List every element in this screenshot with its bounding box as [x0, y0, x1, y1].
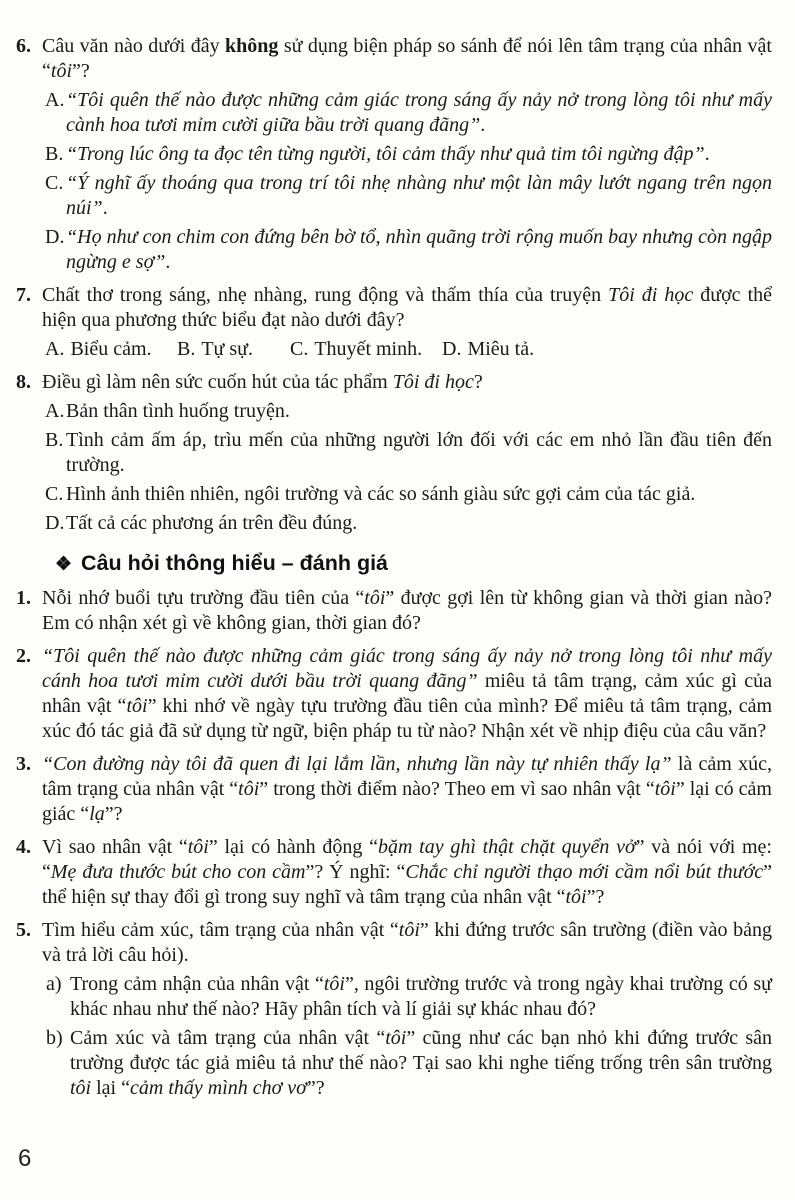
option-c-text: “Ý nghĩ ấy thoáng qua trong trí tôi nhẹ nhàng như một làn mây lướt ngang trên ngọn núi”. — [66, 172, 772, 219]
option-d-label: D. — [45, 226, 65, 248]
option-d-text: “Họ như con chim con đứng bên bờ tổ, nhìn quãng trời rộng muốn bay nhưng còn ngập ngừng e sợ”. — [66, 226, 772, 273]
question-7-text: Chất thơ trong sáng, nhẹ nhàng, rung động và thấm thía của truyện Tôi đi học được thể hiện qua phương thức biểu đạt nào dưới đây? — [42, 284, 773, 331]
open-question-5-sub-b — [42, 1026, 772, 1101]
option-b-text: “Trong lúc ông ta đọc tên từng người, tôi cảm thấy như quả tim tôi ngừng đập”. — [66, 143, 710, 165]
sub-b-label: b) — [46, 1027, 63, 1049]
option-b-text: Tình cảm ấm áp, trìu mến của những người lớn đối với các em nhỏ lần đầu tiên đến trường. — [66, 429, 772, 476]
question-8 — [16, 370, 772, 536]
open-question-1-text: Nỗi nhớ buổi tựu trường đầu tiên của “tôi” được gợi lên từ không gian và thời gian nào? Em có nhận xét gì về không gian, thời gian đó? — [42, 587, 772, 634]
question-7-number: 7. — [16, 284, 31, 306]
question-6-option-a — [42, 88, 772, 138]
option-b-text: Tự sự. — [201, 338, 254, 360]
open-question-5 — [16, 918, 772, 1101]
open-question-1 — [16, 586, 772, 636]
question-7-option-b — [177, 337, 290, 362]
question-8-number: 8. — [16, 371, 31, 393]
open-question-3-text: “Con đường này tôi đã quen đi lại lắm lần, nhưng lần này tự nhiên thấy lạ” là cảm xúc, tâm trạng của nhân vật “tôi” trong thời điểm nào? Theo em vì sao nhân vật “tôi” lại có cảm giác “lạ”? — [42, 753, 773, 825]
option-c-text: Thuyết minh. — [314, 338, 423, 360]
open-question-1-number: 1. — [16, 587, 31, 609]
page-number: 6 — [18, 1145, 32, 1172]
option-a-label: A. — [45, 400, 65, 422]
question-7-option-c — [290, 337, 442, 362]
option-a-text: “Tôi quên thế nào được những cảm giác trong sáng ấy nảy nở trong lòng tôi như mấy cành hoa tươi mỉm cười giữa bầu trời quang đãng”. — [66, 89, 772, 136]
open-question-4-number: 4. — [16, 836, 31, 858]
open-question-2-text: “Tôi quên thế nào được những cảm giác trong sáng ấy nảy nở trong lòng tôi như mấy cánh hoa tươi mỉm cười dưới bầu trời quang đãng” miêu tả tâm trạng, cảm xúc gì của nhân vật “tôi” khi nhớ về ngày tựu trường đầu tiên của mình? Để miêu tả tâm trạng, cảm xúc đó tác giả đã sử dụng từ ngữ, biện pháp tu từ nào? Nhận xét về nhịp điệu của câu văn? — [42, 645, 773, 742]
question-7 — [16, 283, 772, 362]
option-b-label: B. — [45, 429, 64, 451]
open-question-2-number: 2. — [16, 645, 31, 667]
open-question-2 — [16, 644, 772, 744]
question-7-option-d — [442, 337, 534, 362]
option-b-label: B. — [177, 338, 196, 360]
option-c-label: C. — [45, 172, 64, 194]
question-8-text: Điều gì làm nên sức cuốn hút của tác phẩm Tôi đi học? — [42, 371, 483, 393]
option-b-label: B. — [45, 143, 64, 165]
open-question-5-number: 5. — [16, 919, 31, 941]
question-6-text: Câu văn nào dưới đây không sử dụng biện pháp so sánh để nói lên tâm trạng của nhân vật “tôi”? — [42, 35, 772, 82]
open-question-4 — [16, 835, 772, 910]
open-question-3-number: 3. — [16, 753, 31, 775]
open-question-4-text: Vì sao nhân vật “tôi” lại có hành động “bặm tay ghì thật chặt quyển vở” và nói với mẹ: “Mẹ đưa thước bút cho con cầm”? Ý nghĩ: “Chắc chỉ người thạo mới cầm nổi bút thước” thể hiện sự thay đổi gì trong suy nghĩ và tâm trạng của nhân vật “tôi”? — [42, 836, 773, 908]
option-c-label: C. — [290, 338, 309, 360]
open-question-5-text: Tìm hiểu cảm xúc, tâm trạng của nhân vật “tôi” khi đứng trước sân trường (điền vào bảng và trả lời câu hỏi). — [42, 919, 772, 966]
sub-a-text: Trong cảm nhận của nhân vật “tôi”, ngôi trường trước và trong ngày khai trường có sự khác nhau như thế nào? Hãy phân tích và lí giải sự khác nhau đó? — [70, 973, 772, 1020]
option-d-text: Tất cả các phương án trên đều đúng. — [66, 512, 358, 534]
diamond-bullet-icon: ❖ — [55, 554, 73, 575]
option-d-text: Miêu tả. — [467, 338, 535, 360]
option-a-text: Biểu cảm. — [70, 338, 152, 360]
question-6 — [16, 34, 772, 275]
sub-b-text: Cảm xúc và tâm trạng của nhân vật “tôi” cũng như các bạn nhỏ khi đứng trước sân trường được tác giả miêu tả như thế nào? Tại sao khi nghe tiếng trống trên sân trường tôi lại “cảm thấy mình chơ vơ”? — [70, 1027, 772, 1099]
question-6-option-b — [42, 142, 772, 167]
question-7-options-row — [42, 337, 772, 362]
question-8-option-b — [42, 428, 772, 478]
option-a-label: A. — [45, 338, 65, 360]
open-question-5-sub-a — [42, 972, 772, 1022]
option-c-label: C. — [45, 483, 64, 505]
sub-a-label: a) — [46, 973, 62, 995]
question-8-option-d — [42, 511, 772, 536]
option-a-text: Bản thân tình huống truyện. — [66, 400, 290, 422]
question-6-option-d — [42, 225, 772, 275]
question-6-number: 6. — [16, 35, 31, 57]
option-c-text: Hình ảnh thiên nhiên, ngôi trường và các so sánh giàu sức gợi cảm của tác giả. — [66, 483, 696, 505]
option-a-label: A. — [45, 89, 65, 111]
option-d-label: D. — [442, 338, 462, 360]
question-6-option-c — [42, 171, 772, 221]
section-heading-text: Câu hỏi thông hiểu – đánh giá — [81, 551, 389, 575]
option-d-label: D. — [45, 512, 65, 534]
open-question-3 — [16, 752, 772, 827]
question-8-option-c — [42, 482, 772, 507]
question-7-option-a — [45, 337, 177, 362]
section-heading — [55, 550, 772, 578]
question-8-option-a — [42, 399, 772, 424]
